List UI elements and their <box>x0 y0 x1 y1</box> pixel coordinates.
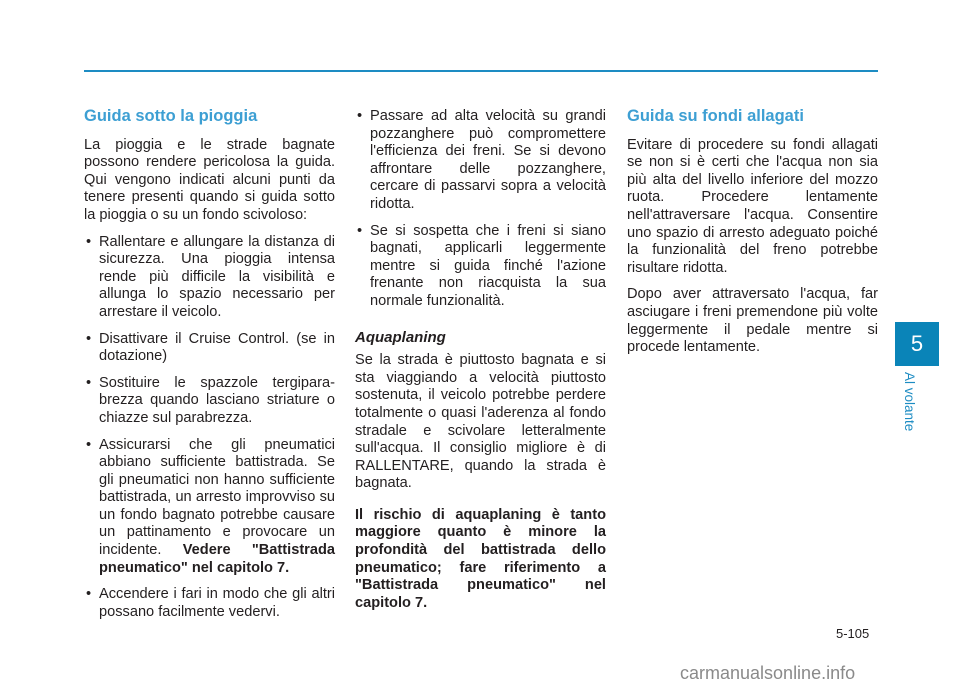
chapter-tab: 5 <box>895 322 939 366</box>
rain-tips-list-continued <box>355 108 606 311</box>
page-number: 5-105 <box>836 626 870 641</box>
list-item: • Disattivare il Cruise Control. (se in dotazione) <box>84 331 335 366</box>
cross-reference: Vedere "Battistrada pneumatico" nel capitolo 7. <box>99 542 335 576</box>
list-item: • Accendere i fari in modo che gli altri possano facilmente vedervi. <box>84 586 335 621</box>
list-item: • Se si sospetta che i freni si siano bagnati, applicarli leggermente mentre si guida finché l'azione frenante non riacquista la sua normale funzionalità. <box>355 223 606 311</box>
column-right <box>627 108 878 366</box>
column-left <box>84 108 335 630</box>
aquaplaning-warning: Il rischio di aquaplaning è tanto maggiore quanto è minore la profondità del battistrada dello pneumatico; fare riferimento a "Battistrada pneumatico" nel capitolo 7. <box>355 506 606 611</box>
watermark: carmanualsonline.info <box>680 663 856 683</box>
list-item-text: Assicurarsi che gli pneumatici abbiano sufficiente battistrada. Se gli pneumatici non hanno sufficiente battistrada, un arresto improvviso su un fondo bagnato potrebbe causare un pattinamento e provocare un incidente. <box>99 436 335 559</box>
aquaplaning-paragraph: Se la strada è piuttosto bagnata e si sta viaggiando a velocità piuttosto sostenuta, il veicolo potrebbe perdere totalmente o quasi l'aderenza al fondo stradale e scivolare letteralmente sull'acqua. Il consiglio migliore è di RALLENTARE, quando la strada è bagnata. <box>355 352 606 492</box>
intro-paragraph: La pioggia e le strade bagnate possono rendere pericolosa la guida. Qui vengono indicati alcuni punti da tenere presenti quando si guida sotto la pioggia o su un fondo scivoloso: <box>84 136 335 223</box>
column-middle <box>355 108 606 621</box>
section-heading-flooded: Guida su fondi allagati <box>627 107 804 125</box>
chapter-title: Al volante <box>902 372 917 432</box>
flooded-paragraph-2: Dopo aver attraversato l'acqua, far asciugare i freni premendone più volte leggermente il pedale mentre si procede lentamente. <box>627 286 878 356</box>
flooded-paragraph-1: Evitare di procedere su fondi allagati se non si è certi che l'acqua non sia più alta del livello inferiore del mozzo ruota. Procedere lentamente nell'attraversare l'acqua. Consentire uno spazio di arresto adeguato poiché la funzionalità del freno potrebbe risultare ridotta. <box>627 136 878 276</box>
subheading-aquaplaning: Aquaplaning <box>355 328 446 346</box>
list-item: • Rallentare e allungare la distanza di sicurezza. Una pioggia intensa rende più difficile la visibilità e allunga lo spazio necessario per arrestare il veicolo. <box>84 234 335 322</box>
header-rule <box>84 70 878 72</box>
list-item: • Sostituire le spazzole tergipara-brezza quando lasciano striature o chiazze sul parabrezza. <box>84 375 335 428</box>
rain-tips-list <box>84 234 335 622</box>
list-item: • Passare ad alta velocità su grandi pozzanghere può compromettere l'efficienza dei freni. Se si devono affrontare delle pozzanghere, cercare di passarvi sopra a velocità ridotta. <box>355 108 606 214</box>
section-heading-rain: Guida sotto la pioggia <box>84 107 258 125</box>
list-item <box>84 437 335 578</box>
